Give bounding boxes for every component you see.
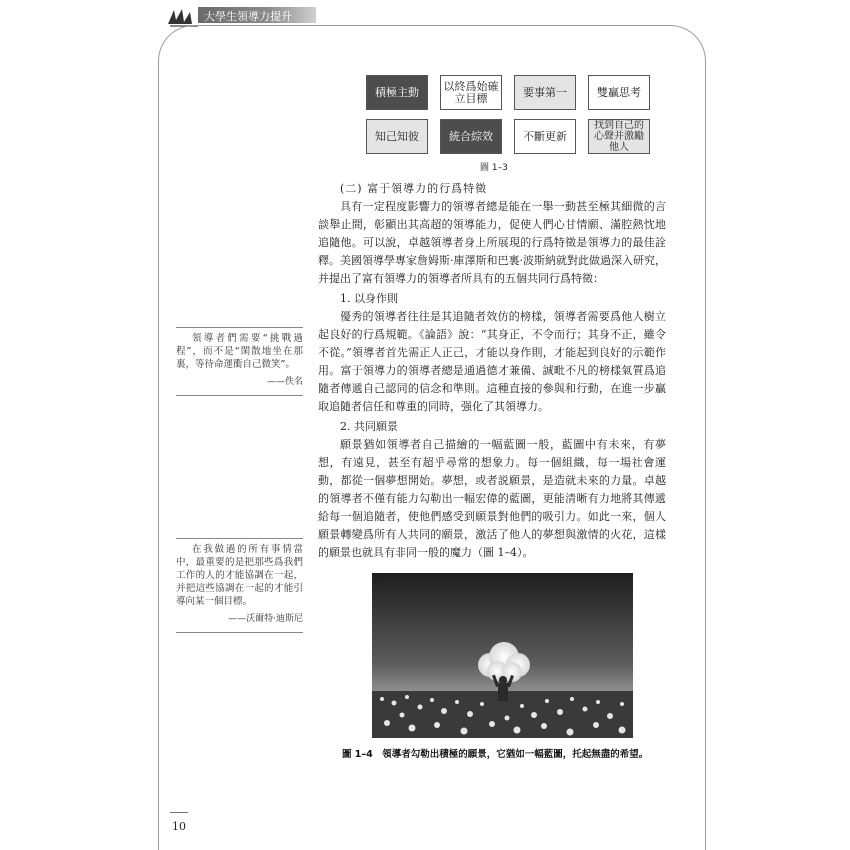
figure-1-4-photo — [372, 573, 633, 738]
figure-1-4-caption: 圖 1–4 領導者勾勒出積極的願景，它猶如一幅藍圖，托起無盡的希望。 — [342, 749, 649, 760]
quote-text: 在我做過的所有事情當中，最重要的是把那些爲我們工作的人的才能協調在一起，并把這些協調在一起的才能引導向某一個目標。 — [176, 544, 303, 607]
sidebar-quote-2 — [176, 538, 303, 633]
sidebar-quote-1 — [176, 327, 303, 396]
quote-text: 領導者們需要“挑戰過程”，而不是“閑散地坐在那裏，等待命運衝自己微笑”。 — [176, 333, 303, 370]
habit-box: 積極主動 — [366, 75, 428, 110]
figure-1-3-grid — [366, 75, 652, 156]
quote-author: ——沃爾特·迪斯尼 — [228, 614, 303, 624]
subheading-2: 2. 共同願景 — [340, 420, 398, 433]
subheading-1: 1. 以身作則 — [340, 292, 398, 305]
habit-box: 找到自己的心聲并激勵他人 — [588, 119, 650, 154]
habit-box: 不斷更新 — [514, 119, 576, 154]
quote-author: ——佚名 — [266, 377, 303, 387]
header-title: 大學生領導力提升 — [204, 10, 292, 23]
intro-paragraph: 具有一定程度影響力的領導者總是能在一舉一動甚至極其細微的言談舉止間，彰顯出其高超的領導能力，促使人們心甘情願、滿腔熱忱地追隨他。可以說，卓越領導者身上所展現的行爲特徵是領導力的最佳詮釋。美國領導學專家詹姆斯·庫澤斯和巴裏·波斯納就對此做過深入研究，并提出了富有領導力的領導者所具有的五個共同行爲特徵： — [318, 200, 666, 285]
paragraph-1: 優秀的領導者往往是其追隨者效仿的榜樣，領導者需要爲他人樹立起良好的行爲規範。《論語》說：“其身正，不令而行；其身不正，雖令不從。”領導者首先需正人正己，才能以身作則，才能起到良好的示範作用。富于領導力的領導者總是通過德才兼備、誠毗不凡的榜樣氣質爲追隨者傳遞自己認同的信念和準則。這種直接的參與和行動，在進一步贏取追隨者信任和尊重的同時，强化了其領導力。 — [318, 310, 666, 413]
page-number: 10 — [172, 820, 186, 833]
paragraph-2: 願景猶如領導者自己描繪的一幅藍圖一般，藍圖中有未來，有夢想，有遠見，甚至有超乎尋常的想象力。每一個組織，每一場社會運動，都從一個夢想開始。夢想，或者説願景，是造就未來的力量。卓越的領導者不僅有能力勾勒出一幅宏偉的藍圖，更能清晰有力地將其傳遞給每一個追隨者，使他們感受到願景對他們的吸引力。如此一來，個人願景轉變爲所有人共同的願景，激活了他人的夢想與激情的火花，這樣的願景也就具有非同一般的魔力（圖 1–4）。 — [318, 438, 666, 559]
habit-box: 雙贏思考 — [588, 75, 650, 110]
divider — [176, 395, 303, 396]
divider — [176, 632, 303, 633]
section-title: (二) 富于領導力的行爲特徵 — [340, 182, 488, 195]
habit-box: 以終爲始確立目標 — [440, 75, 502, 110]
field-cloud-image — [372, 573, 633, 738]
habit-box: 要事第一 — [514, 75, 576, 110]
habit-box: 統合綜效 — [440, 119, 502, 154]
figure-1-3-caption: 圖 1–3 — [480, 163, 508, 173]
page-number-rule — [170, 812, 188, 813]
habit-box: 知己知彼 — [366, 119, 428, 154]
